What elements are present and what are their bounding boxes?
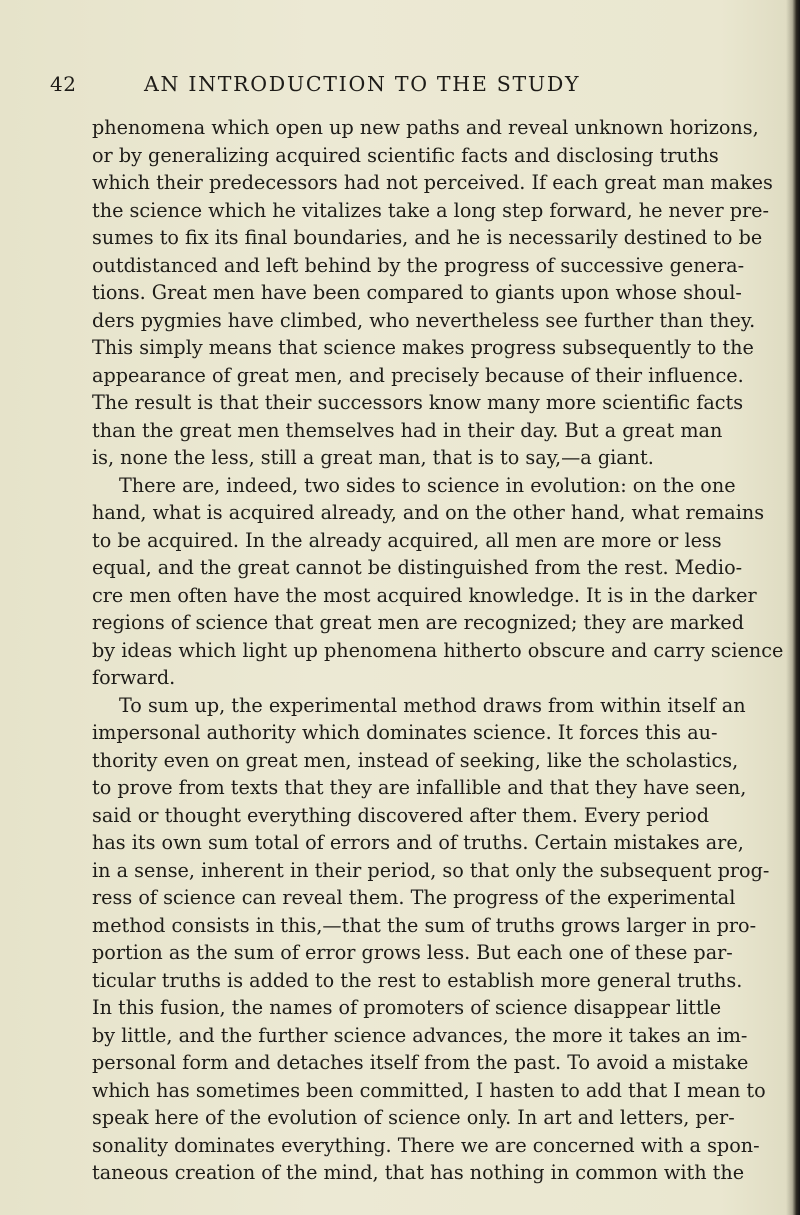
text-line: in a sense, inherent in their period, so that only the subsequent prog- (92, 858, 770, 882)
page-header (50, 72, 700, 112)
text-line: impersonal authority which dominates science. It forces this au- (92, 721, 718, 744)
text-line: ticular truths is added to the rest to establish more general truths. (92, 968, 743, 992)
text-line: the science which he vitalizes take a long step forward, he never pre- (92, 198, 770, 222)
text-line: than the great men themselves had in their day. But a great man (92, 418, 723, 442)
text-line: method consists in this,—that the sum of truths grows larger in pro- (92, 913, 757, 937)
running-head: AN INTRODUCTION TO THE STUDY (144, 72, 581, 96)
text-line: said or thought everything discovered after them. Every period (92, 803, 710, 827)
body-text (92, 114, 784, 1187)
text-line: phenomena which open up new paths and reveal unknown horizons, (92, 116, 759, 139)
text-line: The result is that their successors know many more scientific facts (92, 391, 744, 414)
text-line: This simply means that science makes progress subsequently to the (92, 336, 754, 359)
text-line: portion as the sum of error grows less. But each one of these par- (92, 941, 733, 964)
text-line: to be acquired. In the already acquired, all men are more or less (92, 528, 722, 552)
text-line: To sum up, the experimental method draws from within itself an (119, 693, 746, 717)
text-line: thority even on great men, instead of seeking, like the scholastics, (92, 748, 739, 772)
text-line: forward. (92, 666, 176, 689)
text-line: which has sometimes been committed, I hasten to add that I mean to (92, 1078, 766, 1102)
text-line: by little, and the further science advances, the more it takes an im- (92, 1023, 748, 1047)
text-line: is, none the less, still a great man, that is to say,—a giant. (92, 446, 654, 469)
text-line: There are, indeed, two sides to science in evolution: on the one (119, 473, 736, 497)
text-line: sonality dominates everything. There we are concerned with a spon- (92, 1133, 760, 1157)
text-line: sumes to fix its final boundaries, and he is necessarily destined to be (92, 226, 763, 249)
text-line: to prove from texts that they are infallible and that they have seen, (92, 776, 747, 799)
text-line: ders pygmies have climbed, who nevertheless see further than they. (92, 308, 756, 332)
text-line: appearance of great men, and precisely because of their influence. (92, 363, 744, 387)
text-line: personal form and detaches itself from the past. To avoid a mistake (92, 1051, 749, 1074)
text-line: ress of science can reveal them. The progress of the experimental (92, 886, 736, 909)
text-line: by ideas which light up phenomena hitherto obscure and carry science (92, 638, 784, 662)
text-line: cre men often have the most acquired knowledge. It is in the darker (92, 583, 757, 607)
text-line: speak here of the evolution of science only. In art and letters, per- (92, 1106, 735, 1129)
text-line: taneous creation of the mind, that has nothing in common with the (92, 1161, 745, 1184)
text-line: has its own sum total of errors and of truths. Certain mistakes are, (92, 831, 744, 854)
text-line: hand, what is acquired already, and on the other hand, what remains (92, 501, 765, 524)
text-line: regions of science that great men are recognized; they are marked (92, 611, 745, 634)
text-line: In this fusion, the names of promoters of science disappear little (92, 996, 722, 1019)
text-line: outdistanced and left behind by the progress of successive genera- (92, 253, 745, 277)
text-line: tions. Great men have been compared to giants upon whose shoul- (92, 281, 742, 304)
page-number: 42 (50, 72, 77, 96)
text-line: equal, and the great cannot be distinguished from the rest. Medio- (92, 556, 743, 579)
text-line: which their predecessors had not perceived. If each great man makes (92, 171, 773, 194)
page-edge-shadow (786, 0, 800, 1215)
text-line: or by generalizing acquired scientific facts and disclosing truths (92, 143, 719, 167)
